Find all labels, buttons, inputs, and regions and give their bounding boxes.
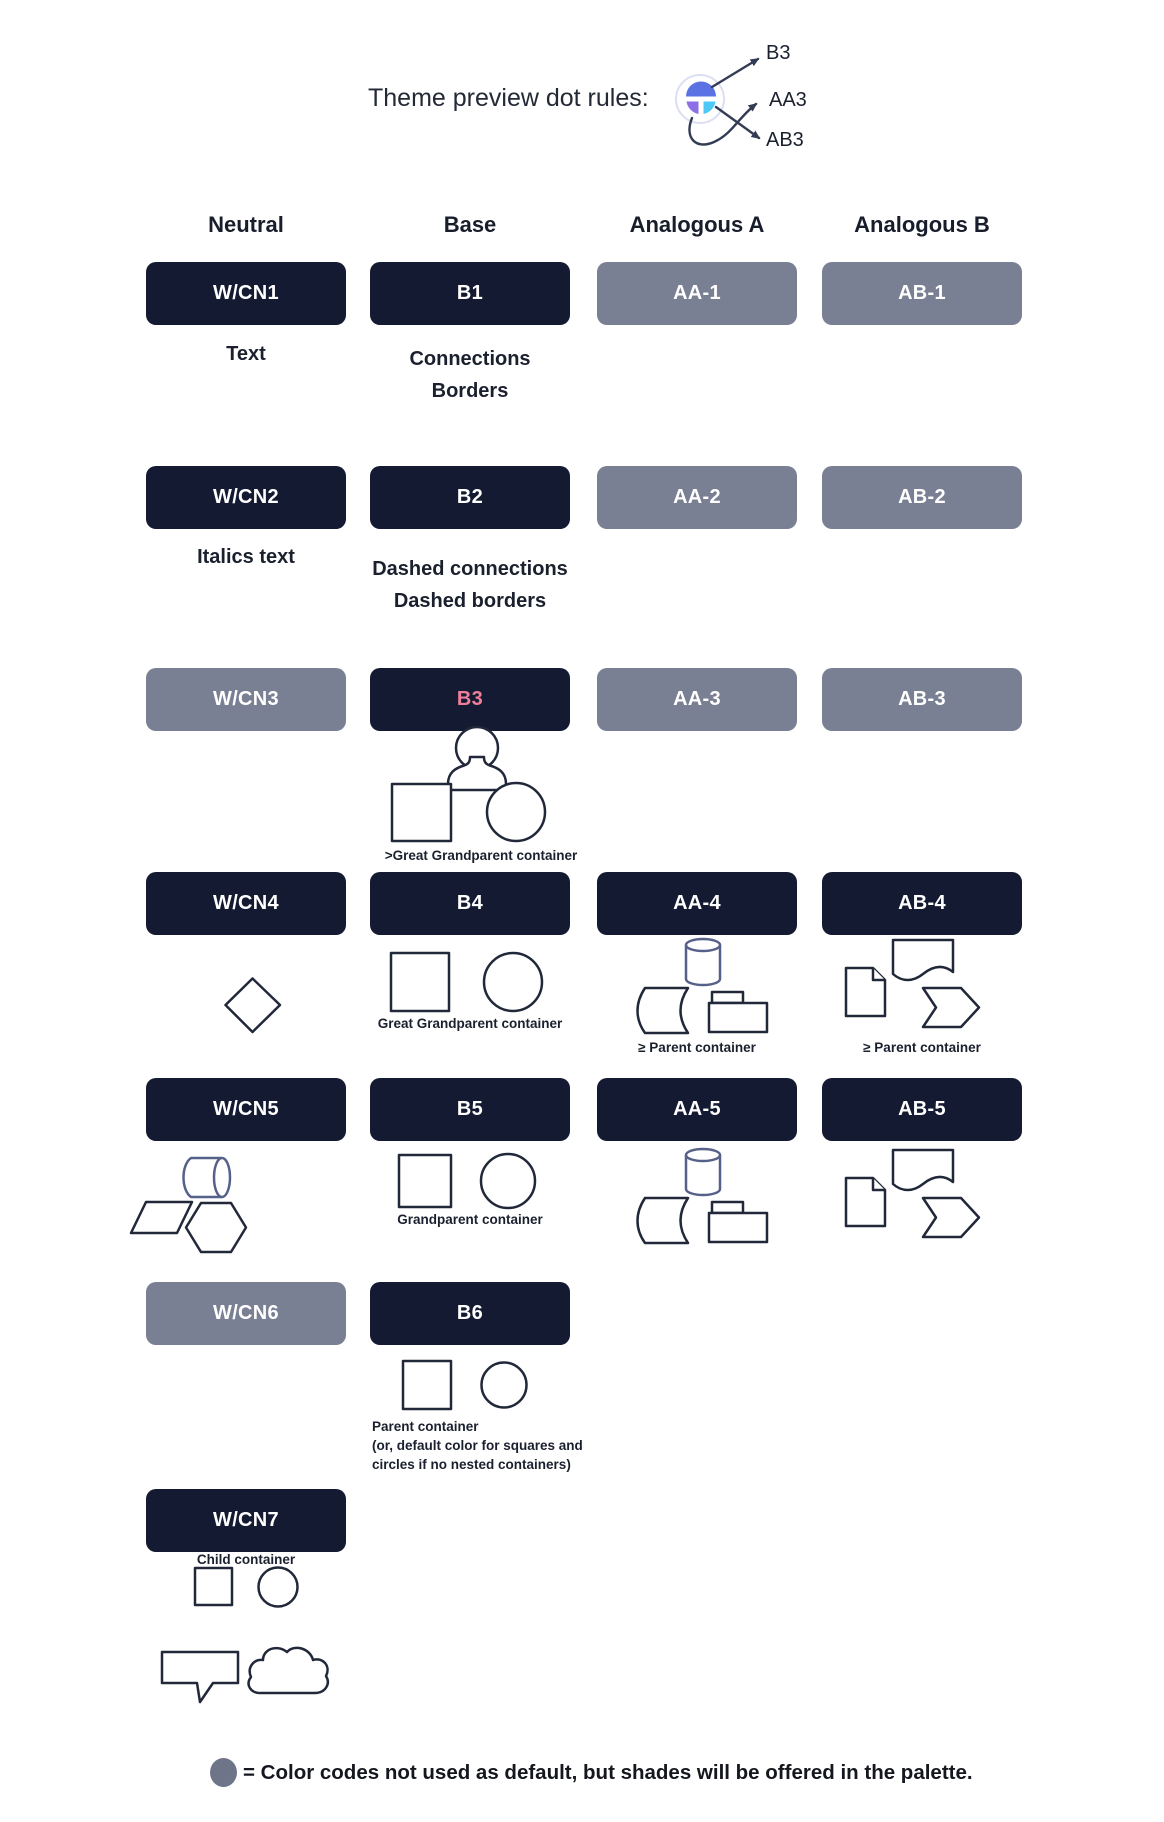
swatch-wcn2: W/CN2: [146, 466, 346, 529]
square-icon: [195, 1568, 232, 1605]
swatch-ab4: AB-4: [822, 872, 1022, 935]
swatch-ab2: AB-2: [822, 466, 1022, 529]
chevron-arrow-icon: [923, 988, 979, 1027]
ab5-shapes: [840, 1145, 990, 1245]
swatch-ab1: AB-1: [822, 262, 1022, 325]
caption-text: Text: [226, 343, 266, 365]
b3-arrow-icon: [712, 59, 758, 87]
b5-shapes: [396, 1152, 546, 1212]
circle-icon: [487, 783, 545, 841]
horizontal-cylinder-icon: [184, 1158, 231, 1197]
caption-b6-shapes: [372, 1417, 652, 1474]
aa3-arrow-icon: [689, 104, 756, 145]
stored-data-icon: [638, 988, 689, 1033]
circle-icon: [482, 1363, 527, 1408]
aa5-shapes: [625, 1145, 775, 1250]
swatch-aa1: AA-1: [597, 262, 797, 325]
caption-connections-borders: [370, 343, 570, 407]
caption-italics-text: Italics text: [197, 546, 295, 568]
column-header-analogous-a: Analogous A: [629, 212, 765, 237]
swatch-wcn5: W/CN5: [146, 1078, 346, 1141]
swatch-aa5: AA-5: [597, 1078, 797, 1141]
square-icon: [391, 953, 449, 1011]
square-icon: [399, 1155, 451, 1207]
circle-icon: [484, 953, 542, 1011]
caption-aa4-shapes: ≥ Parent container: [638, 1040, 756, 1055]
swatch-ab5: AB-5: [822, 1078, 1022, 1141]
swatch-ab3: AB-3: [822, 668, 1022, 731]
page-title: Theme preview dot rules:: [368, 84, 649, 112]
aa4-shapes: [625, 935, 775, 1040]
document-icon: [846, 968, 885, 1016]
caption-borders: Borders: [431, 380, 509, 402]
caption-ab4-shapes: ≥ Parent container: [863, 1040, 981, 1055]
swatch-aa4: AA-4: [597, 872, 797, 935]
swatch-wcn1: W/CN1: [146, 262, 346, 325]
column-header-neutral: Neutral: [208, 212, 284, 237]
swatch-wcn7: W/CN7: [146, 1489, 346, 1552]
caption-b4-shapes: Great Grandparent container: [377, 1016, 563, 1031]
swatch-aa2: AA-2: [597, 466, 797, 529]
card-icon: [709, 992, 767, 1032]
person-icon: [448, 727, 506, 790]
stored-data-icon: [638, 1198, 689, 1243]
caption-dashed: [350, 553, 590, 617]
dot-rule-label-ab3: AB3: [766, 129, 804, 151]
cloud-icon: [249, 1648, 328, 1693]
ab4-shapes: [840, 935, 990, 1035]
wcn7-shapes: [190, 1563, 305, 1613]
caption-dashed-borders: Dashed borders: [393, 590, 547, 612]
caption-b6-line2: (or, default color for squares and: [372, 1438, 583, 1453]
column-header-base: Base: [443, 212, 497, 237]
tape-icon: [893, 940, 953, 980]
circle-icon: [481, 1154, 535, 1208]
cylinder-icon: [686, 1149, 720, 1195]
cylinder-icon: [686, 939, 720, 985]
ab3-arrow-icon: [716, 107, 759, 138]
dot-rule-label-b3: B3: [766, 42, 791, 64]
swatch-b1: B1: [370, 262, 570, 325]
card-icon: [709, 1202, 767, 1242]
square-icon: [403, 1361, 451, 1409]
b6-shapes: [400, 1358, 535, 1413]
dot-rule-label-aa3: AA3: [769, 89, 807, 111]
swatch-b2: B2: [370, 466, 570, 529]
swatch-aa3: AA-3: [597, 668, 797, 731]
hexagon-icon: [186, 1203, 246, 1252]
square-icon: [392, 784, 451, 841]
b4-shapes: [388, 950, 553, 1016]
column-header-analogous-b: Analogous B: [854, 212, 990, 237]
dot-pie-icon: [686, 82, 716, 115]
swatch-b5: B5: [370, 1078, 570, 1141]
wcn7-shapes-secondary: [155, 1635, 340, 1710]
wcn5-shapes: [125, 1150, 255, 1260]
caption-dashed-connections: Dashed connections: [372, 558, 568, 580]
circle-icon: [259, 1568, 298, 1607]
caption-b6-line3: circles if no nested containers): [372, 1457, 571, 1472]
caption-b3-shapes: >Great Grandparent container: [384, 848, 578, 863]
parallelogram-icon: [131, 1202, 192, 1233]
document-icon: [846, 1178, 885, 1226]
swatch-b3: B3: [370, 668, 570, 731]
caption-b5-shapes: Grandparent container: [397, 1212, 543, 1227]
speech-bubble-icon: [162, 1652, 238, 1702]
swatch-b4: B4: [370, 872, 570, 935]
swatch-wcn4: W/CN4: [146, 872, 346, 935]
diamond-icon: [226, 979, 281, 1033]
caption-wcn7-shapes: Child container: [196, 1552, 296, 1567]
chevron-arrow-icon: [923, 1198, 979, 1237]
legend-gray-dot-icon: [210, 1758, 237, 1787]
swatch-b6: B6: [370, 1282, 570, 1345]
caption-b6-line1: Parent container: [372, 1419, 479, 1434]
swatch-wcn6: W/CN6: [146, 1282, 346, 1345]
b3-shapes: [370, 722, 590, 852]
tape-icon: [893, 1150, 953, 1190]
dot-ring-icon: [676, 75, 724, 123]
legend-text: = Color codes not used as default, but shades will be offered in the palette.: [243, 1761, 973, 1784]
swatch-wcn3: W/CN3: [146, 668, 346, 731]
caption-connections: Connections: [409, 348, 531, 370]
wcn4-shapes: [224, 977, 284, 1037]
